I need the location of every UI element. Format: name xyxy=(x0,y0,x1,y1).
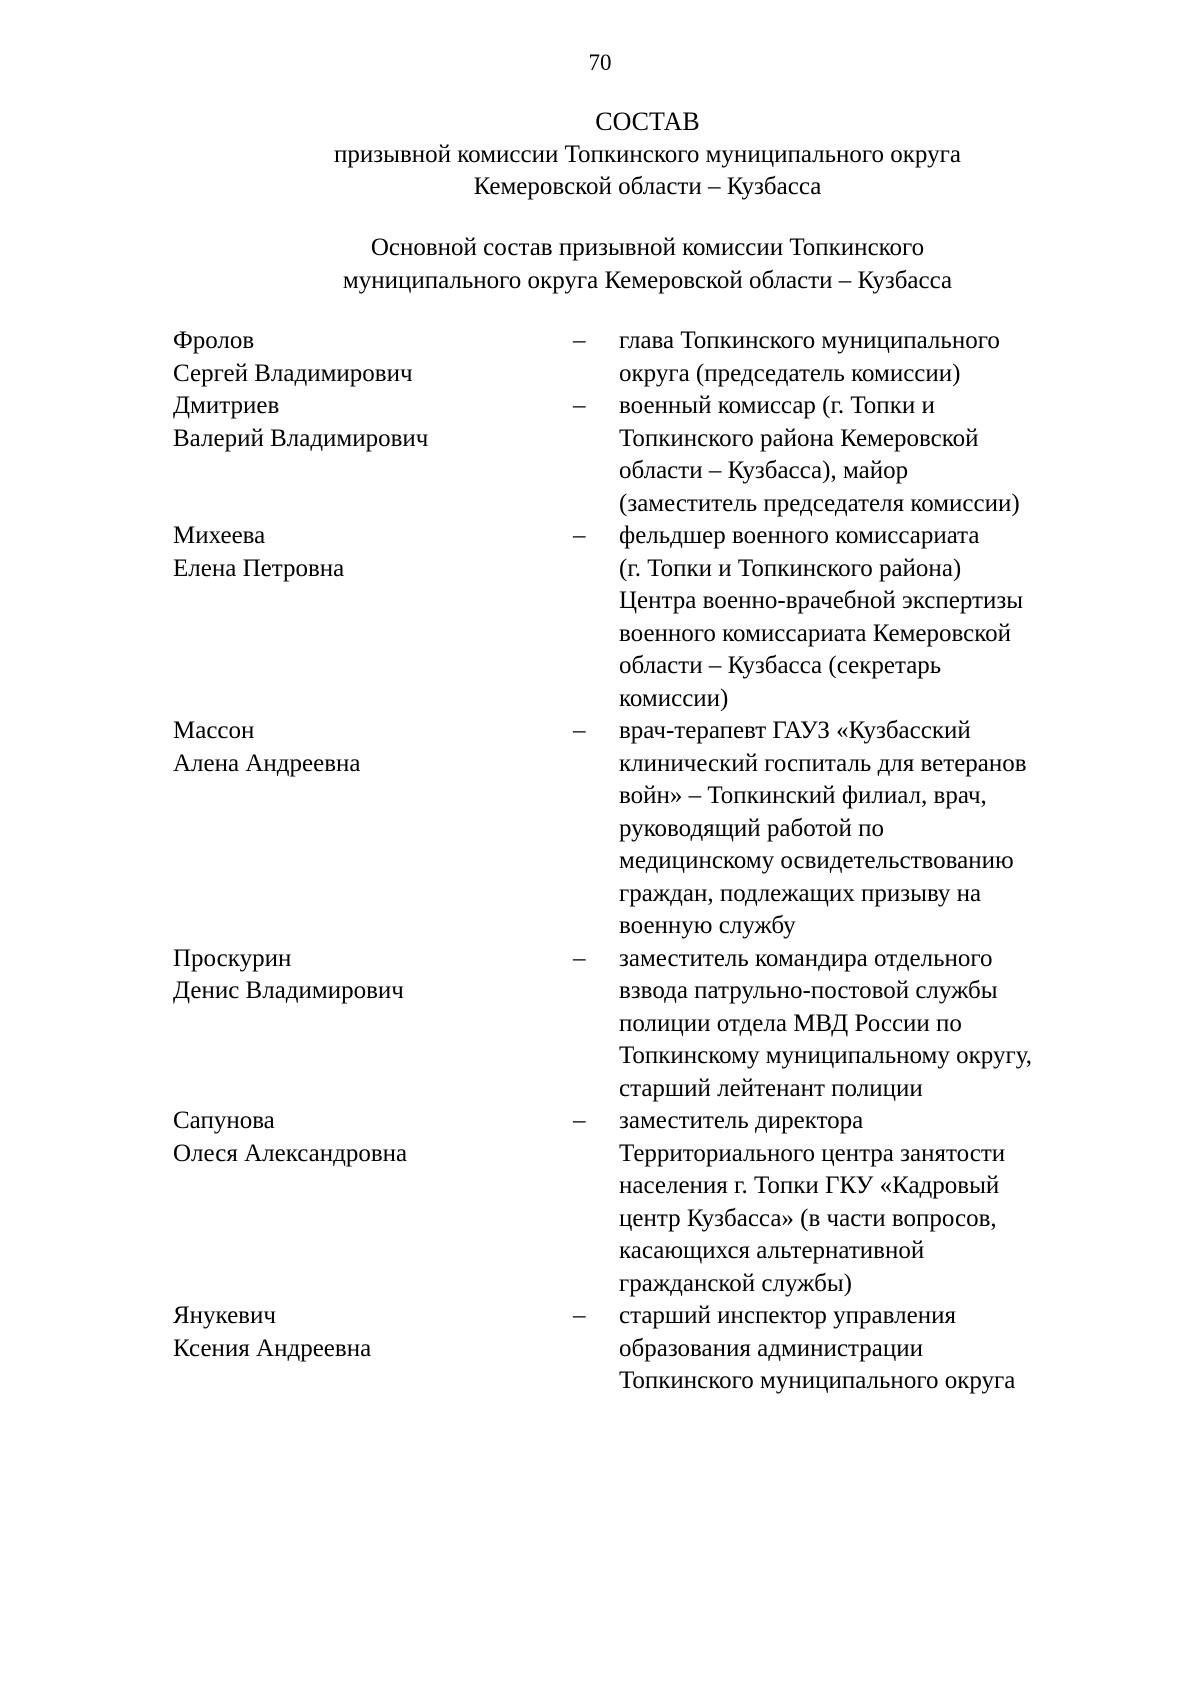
member-name xyxy=(173,1300,573,1398)
member-name xyxy=(173,715,573,943)
member-role-line: заместитель командира отдельного xyxy=(619,944,993,972)
member-role-line: Центра военно-врачебной экспертизы xyxy=(619,587,1023,614)
member-role xyxy=(619,390,1093,520)
member-role-line: округа (председатель комиссии) xyxy=(619,359,961,387)
member-given-names: Денис Владимирович xyxy=(173,977,404,1004)
member-role-line: населения г. Топки ГКУ «Кадровый xyxy=(619,1172,1000,1199)
member-name xyxy=(173,325,573,390)
member-role-line: Топкинского муниципального округа xyxy=(619,1367,1016,1394)
member-role-line: военную службу xyxy=(619,912,796,939)
member-role xyxy=(619,1105,1093,1300)
member-role xyxy=(619,943,1093,1106)
member-dash: – xyxy=(573,717,586,744)
title-heading: СОСТАВ xyxy=(595,107,700,136)
member-surname: Янукевич xyxy=(173,1302,276,1329)
title-line: Кемеровской области – Кузбасса xyxy=(473,173,822,200)
member-role-line: военного комиссариата Кемеровской xyxy=(619,619,1012,647)
member-surname: Дмитриев xyxy=(173,392,280,419)
member-row xyxy=(173,390,1093,520)
member-role-line: касающихся альтернативной xyxy=(619,1237,925,1264)
member-name xyxy=(173,1105,573,1300)
member-given-names: Алена Андреевна xyxy=(173,749,361,777)
member-role-line: полиции отдела МВД России по xyxy=(619,1009,962,1037)
member-row xyxy=(173,715,1093,943)
member-name xyxy=(173,390,573,520)
page-number: 70 xyxy=(588,50,612,75)
member-role xyxy=(619,325,1093,390)
member-role-line: руководящий работой по xyxy=(619,814,885,842)
member-role-line: врач-терапевт ГАУЗ «Кузбасский xyxy=(619,717,971,744)
member-dash: – xyxy=(573,522,586,549)
member-role-line: граждан, подлежащих призыву на xyxy=(619,879,982,907)
member-role-line: фельдшер военного комиссариата xyxy=(619,522,980,549)
member-role-line: Топкинскому муниципальному округу, xyxy=(619,1042,1032,1069)
member-role-line: взвода патрульно-постовой службы xyxy=(619,977,998,1004)
member-dash: – xyxy=(573,1302,586,1329)
member-role-line: старший лейтенант полиции xyxy=(619,1074,923,1102)
member-surname: Михеева xyxy=(173,522,266,549)
member-role-line: центр Кузбасса» (в части вопросов, xyxy=(619,1204,997,1232)
member-dash: – xyxy=(573,944,586,972)
member-role-line: клинический госпиталь для ветеранов xyxy=(619,749,1027,777)
section-heading-line: Основной состав призывной комиссии Топкинского xyxy=(370,234,925,261)
member-given-names: Валерий Владимирович xyxy=(173,424,429,452)
member-role-line: (г. Топки и Топкинского района) xyxy=(619,554,962,582)
member-role-line: глава Топкинского муниципального xyxy=(619,327,1000,354)
member-role-line: (заместитель председателя комиссии) xyxy=(619,489,1020,517)
member-role xyxy=(619,715,1093,943)
member-row xyxy=(173,1300,1093,1398)
member-name xyxy=(173,520,573,715)
member-role-line: гражданской службы) xyxy=(619,1269,852,1297)
member-dash: – xyxy=(573,1107,586,1134)
member-row xyxy=(173,325,1093,390)
member-role-line: образования администрации xyxy=(619,1334,923,1362)
member-role-line: войн» – Топкинский филиал, врач, xyxy=(619,782,987,809)
member-name xyxy=(173,943,573,1106)
member-role-line: медицинскому освидетельствованию xyxy=(619,847,1014,874)
member-surname: Проскурин xyxy=(173,944,292,972)
member-role-line: комиссии) xyxy=(619,684,729,712)
member-role-line: области – Кузбасса), майор xyxy=(619,457,909,484)
member-role xyxy=(619,520,1093,715)
member-row xyxy=(173,943,1093,1106)
member-surname: Сапунова xyxy=(173,1107,275,1134)
member-given-names: Сергей Владимирович xyxy=(173,359,413,387)
member-role-line: области – Кузбасса (секретарь xyxy=(619,652,942,679)
section-heading-line: муниципального округа Кемеровской области – Кузбасса xyxy=(342,266,953,294)
member-surname: Фролов xyxy=(173,327,255,354)
member-role-line: военный комиссар (г. Топки и xyxy=(619,392,935,419)
member-role-line: заместитель директора xyxy=(619,1107,864,1134)
document-title xyxy=(0,106,1200,204)
member-role xyxy=(619,1300,1093,1398)
member-row xyxy=(173,1105,1093,1300)
member-given-names: Елена Петровна xyxy=(173,554,345,582)
member-role-line: старший инспектор управления xyxy=(619,1302,956,1329)
member-list xyxy=(173,325,1093,1398)
member-dash: – xyxy=(573,392,586,419)
section-heading xyxy=(0,232,1200,297)
member-given-names: Олеся Александровна xyxy=(173,1139,408,1167)
member-role-line: Территориального центра занятости xyxy=(619,1139,1006,1167)
member-surname: Массон xyxy=(173,717,255,744)
member-row xyxy=(173,520,1093,715)
member-role-line: Топкинского района Кемеровской xyxy=(619,424,979,452)
title-line: призывной комиссии Топкинского муниципального округа xyxy=(334,140,961,168)
member-dash: – xyxy=(573,327,586,354)
member-given-names: Ксения Андреевна xyxy=(173,1334,372,1362)
